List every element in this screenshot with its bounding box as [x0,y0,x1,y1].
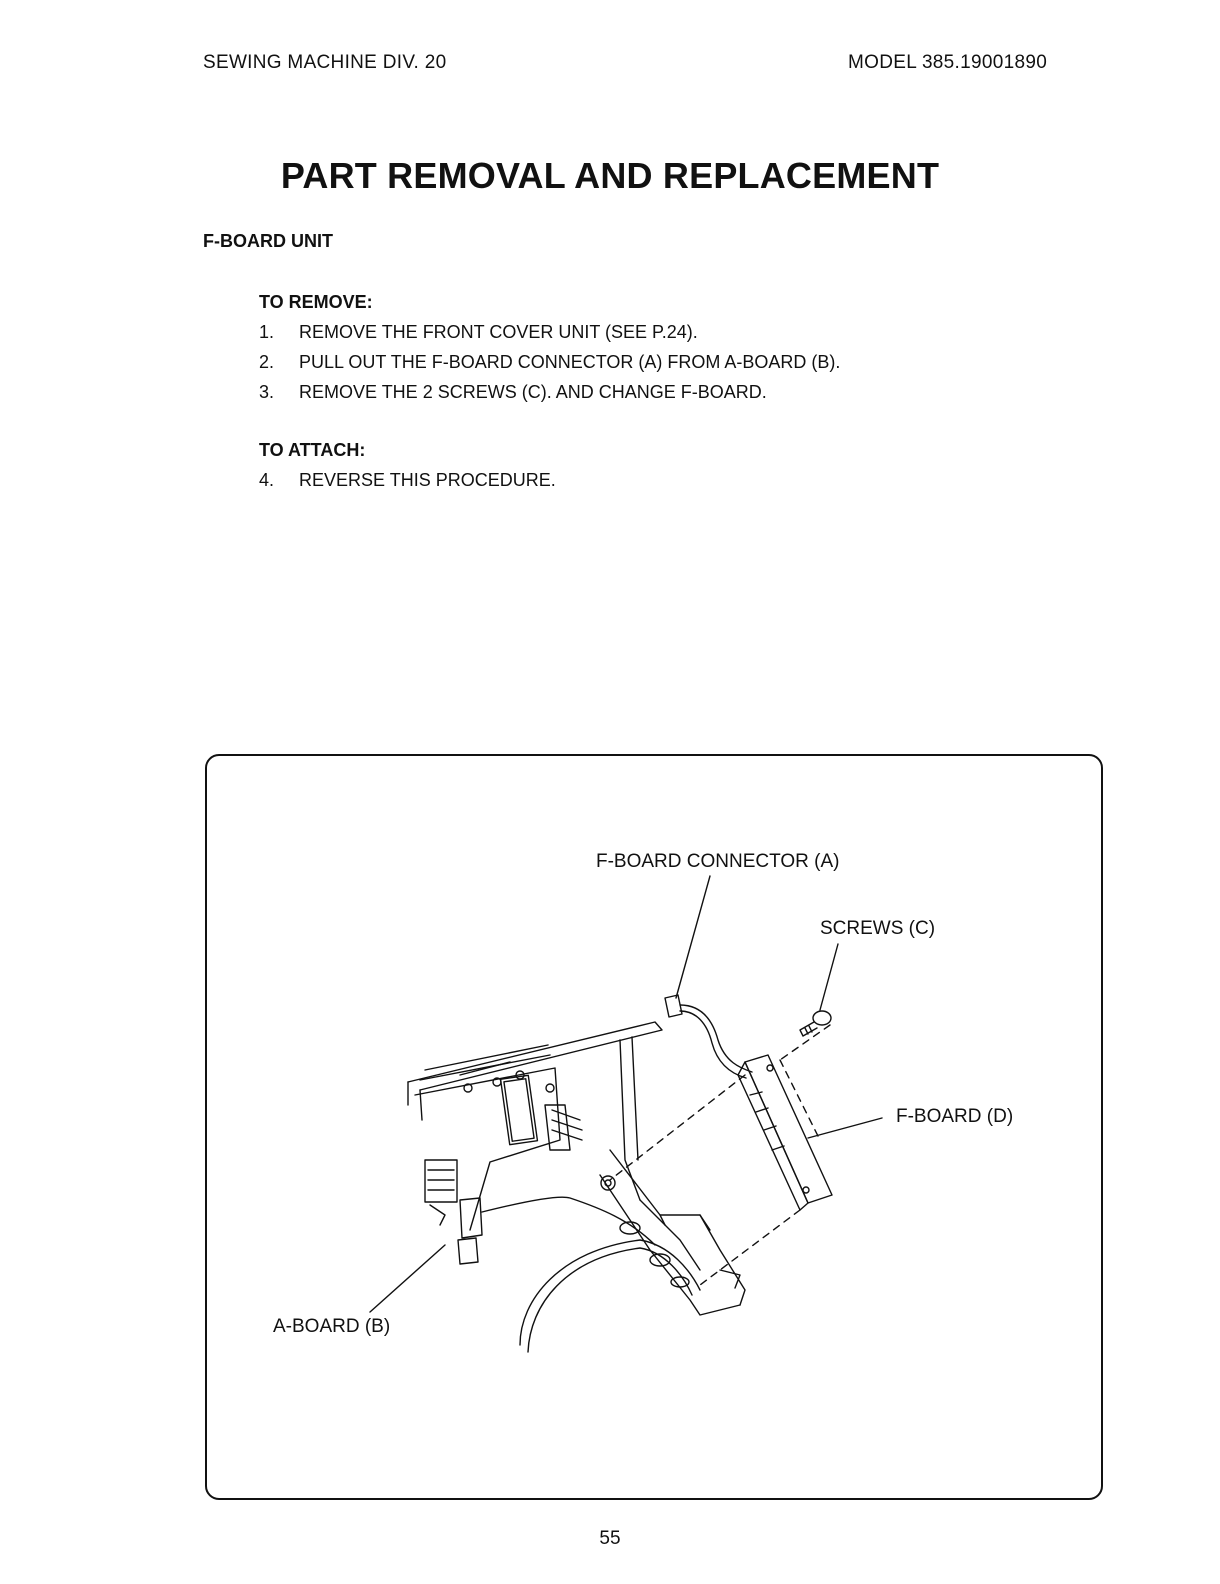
f-board-connector [665,995,752,1078]
header-model: MODEL 385.19001890 [848,52,1048,73]
page-number: 55 [599,1528,621,1549]
step-number: 4. [259,470,275,490]
label-a-board: A-BOARD (B) [273,1316,391,1337]
assembly-lines [610,1025,830,1285]
page-title: PART REMOVAL AND REPLACEMENT [280,155,940,196]
step-text: REMOVE THE 2 SCREWS (C). AND CHANGE F-BOARD. [299,382,767,402]
power-cable [482,1197,700,1352]
label-f-board: F-BOARD (D) [896,1106,1014,1127]
screw [800,1011,831,1036]
f-board [738,1055,832,1210]
step-text: PULL OUT THE F-BOARD CONNECTOR (A) FROM A-BOARD (B). [299,352,841,372]
attach-heading: TO ATTACH: [259,440,366,460]
a-board [415,1045,582,1264]
step-text: REMOVE THE FRONT COVER UNIT (SEE P.24). [299,322,698,342]
step-number: 1. [259,322,275,342]
section-heading: F-BOARD UNIT [203,231,333,251]
label-f-board-connector: F-BOARD CONNECTOR (A) [596,851,840,872]
step-number: 2. [259,352,275,372]
leader-lines [370,876,882,1312]
step-text: REVERSE THIS PROCEDURE. [299,470,556,490]
header-division: SEWING MACHINE DIV. 20 [203,52,447,73]
label-screws: SCREWS (C) [820,918,936,939]
front-cover [408,1022,745,1315]
remove-heading: TO REMOVE: [259,292,373,312]
step-number: 3. [259,382,275,402]
